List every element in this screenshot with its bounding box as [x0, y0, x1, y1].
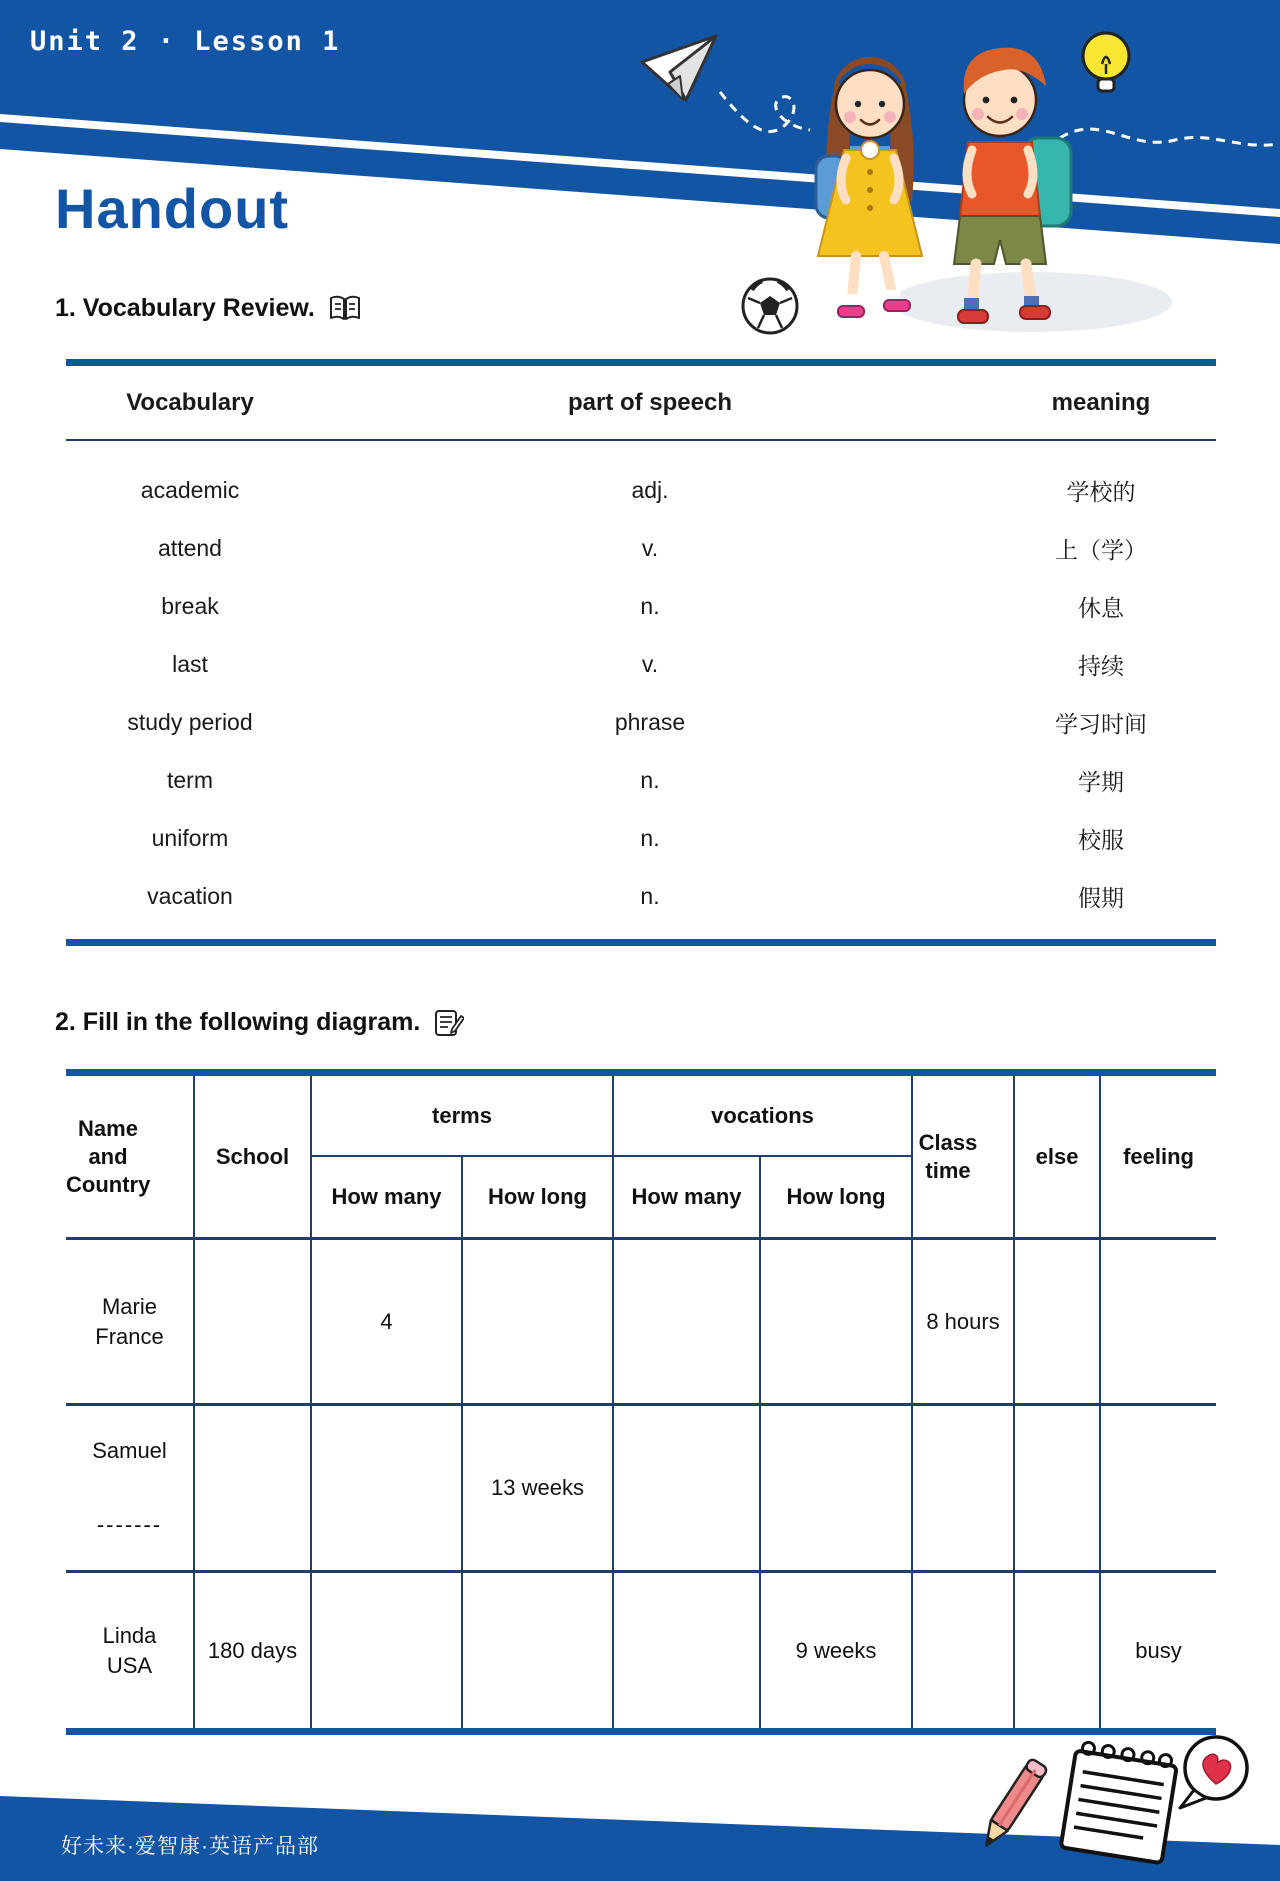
vocab-meaning: 学期: [1078, 768, 1124, 795]
cell-class-time: [912, 1405, 1014, 1572]
table-top-rule: [66, 1069, 1216, 1076]
table-row: [66, 519, 1216, 577]
vocab-word: attend: [158, 534, 222, 561]
cell-school: 180 days: [194, 1572, 311, 1729]
vocab-meaning: 学校的: [1066, 478, 1136, 505]
open-book-icon: [329, 295, 361, 322]
table-row: [66, 867, 1216, 925]
column-header-school: School: [194, 1076, 311, 1239]
dashed-flight-path: [720, 92, 810, 132]
cell-school: [194, 1405, 311, 1572]
column-header-meaning: meaning: [1051, 388, 1151, 416]
dashed-flight-path: [1060, 129, 1278, 145]
cell-feeling: busy: [1100, 1572, 1216, 1729]
student-name: Linda USA: [66, 1572, 194, 1729]
vocab-word: break: [161, 592, 219, 619]
unit-lesson-label: Unit 2 · Lesson 1: [30, 26, 341, 57]
cell-vocations-how-long: 9 weeks: [760, 1572, 912, 1729]
cell-terms-how-many: [311, 1405, 462, 1572]
lightbulb-icon: [1083, 33, 1129, 91]
table-row: [66, 751, 1216, 809]
student-name: Marie France: [66, 1239, 194, 1405]
vocab-meaning: 休息: [1078, 594, 1124, 621]
column-header-terms: terms: [311, 1076, 613, 1156]
footer-brand-text: 好未来·爱智康·英语产品部: [61, 1835, 319, 1858]
cell-terms-how-long: [462, 1239, 613, 1405]
diagram-table: [66, 1069, 1216, 1735]
vocab-pos: n.: [640, 766, 660, 793]
section1-heading-text: 1. Vocabulary Review.: [55, 294, 315, 322]
vocab-meaning: 假期: [1078, 884, 1124, 911]
vocab-pos: v.: [641, 534, 659, 561]
table-row: [66, 693, 1216, 751]
vocab-word: academic: [140, 476, 240, 503]
fill-in-diagram-table: [66, 1076, 1216, 1728]
paper-plane-icon: [642, 36, 716, 100]
vocabulary-table: [66, 359, 1216, 946]
table-row: [66, 577, 1216, 635]
vocab-pos: n.: [640, 592, 660, 619]
page-title: Handout: [55, 177, 290, 240]
vocab-meaning: 持续: [1078, 652, 1124, 679]
cell-school: [194, 1239, 311, 1405]
cell-else: [1014, 1405, 1100, 1572]
section2-heading-text: 2. Fill in the following diagram.: [55, 1008, 421, 1036]
student-name: Samuel -------: [66, 1405, 194, 1572]
cell-vocations-how-long: [760, 1405, 912, 1572]
vocab-pos: v.: [641, 650, 659, 677]
vocab-pos: n.: [640, 824, 660, 851]
note-pencil-icon: [434, 1009, 464, 1037]
vocab-word: term: [167, 766, 213, 793]
table-row: [66, 635, 1216, 693]
column-header-vocations-how-long: How long: [760, 1156, 912, 1239]
table-row-samuel: [66, 1405, 1216, 1572]
cell-feeling: [1100, 1405, 1216, 1572]
girl-student-illustration: [816, 57, 922, 317]
table-bottom-rule: [66, 939, 1216, 946]
column-header-else: else: [1014, 1076, 1100, 1239]
notepad-icon: [1061, 1741, 1179, 1864]
column-header-part-of-speech: part of speech: [567, 388, 733, 416]
cell-terms-how-many: 4: [311, 1239, 462, 1405]
cell-vocations-how-long: [760, 1239, 912, 1405]
vocab-word: uniform: [151, 824, 229, 851]
vocab-word: study period: [127, 708, 253, 735]
table-row: [66, 809, 1216, 867]
column-header-feeling: feeling: [1100, 1076, 1216, 1239]
column-header-vocabulary: Vocabulary: [126, 388, 254, 416]
column-header-class-time: Class time: [912, 1076, 1014, 1239]
table-row: [66, 461, 1216, 519]
column-header-terms-how-many: How many: [311, 1156, 462, 1239]
cell-else: [1014, 1239, 1100, 1405]
section2-heading: [55, 1008, 464, 1037]
column-header-vocations-how-many: How many: [613, 1156, 760, 1239]
vocab-meaning: 校服: [1078, 826, 1124, 853]
cell-class-time: 8 hours: [912, 1239, 1014, 1405]
table-row-marie: [66, 1239, 1216, 1405]
column-header-name-country: Name and Country: [66, 1076, 194, 1239]
vocab-pos: adj.: [631, 476, 669, 503]
heart-speech-bubble-icon: [1180, 1737, 1247, 1808]
cell-terms-how-long: 13 weeks: [462, 1405, 613, 1572]
vocab-meaning: 上（学）: [1055, 536, 1147, 563]
vocab-word: last: [172, 650, 208, 677]
vocab-word: vacation: [147, 882, 233, 909]
cell-vocations-how-many: [613, 1405, 760, 1572]
vocab-pos: phrase: [614, 708, 686, 735]
vocabulary-table-body: [66, 441, 1216, 939]
vocab-pos: n.: [640, 882, 660, 909]
kids-walking-illustration: [520, 0, 1280, 340]
cell-vocations-how-many: [613, 1239, 760, 1405]
cell-feeling: [1100, 1239, 1216, 1405]
soccer-ball-icon: [743, 279, 797, 333]
column-header-vocations: vocations: [613, 1076, 912, 1156]
table-top-rule: [66, 359, 1216, 366]
vocab-meaning: 学习时间: [1055, 710, 1147, 737]
section1-heading: [55, 294, 361, 323]
column-header-terms-how-long: How long: [462, 1156, 613, 1239]
vocabulary-table-header: [66, 366, 1216, 439]
